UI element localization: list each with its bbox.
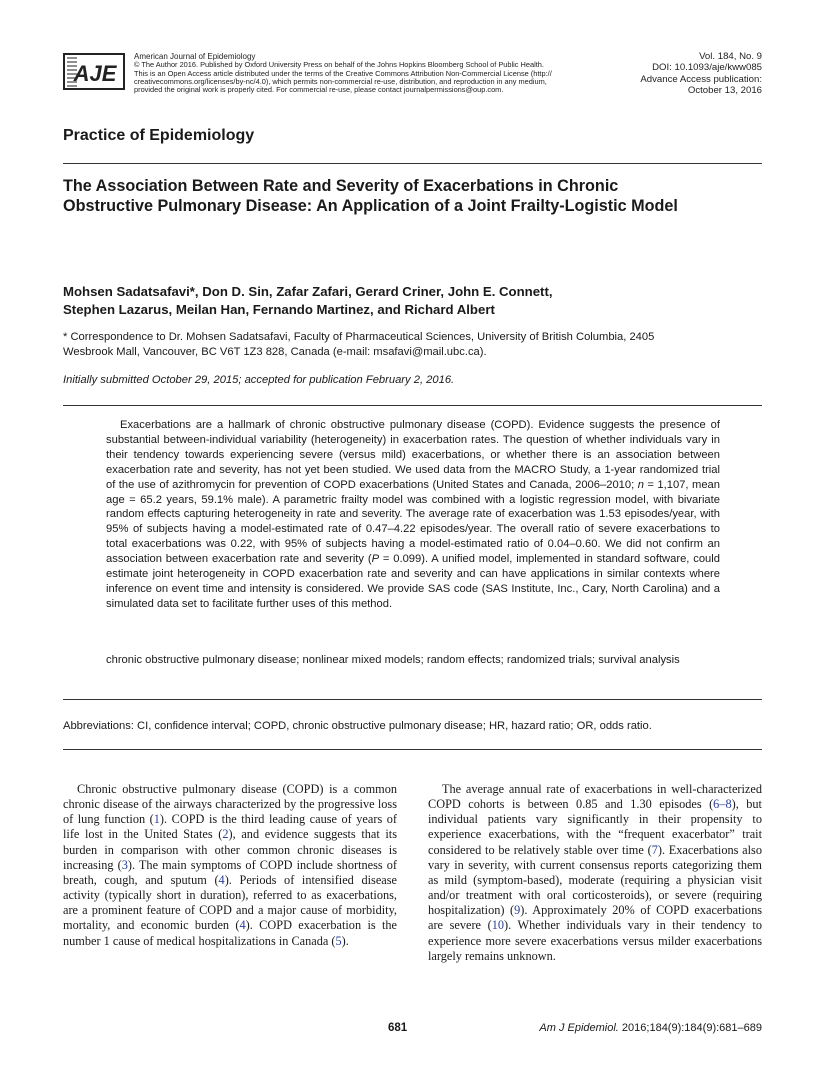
header-meta — [602, 51, 762, 97]
reference-link[interactable]: 6–8 — [713, 797, 732, 812]
divider — [63, 699, 762, 700]
abstract-text-2: = 1,107, mean age = 65.2 years, 59.1% male). A parametric frailty model was combined with a logistic regression model, with bivariate random effects capturing heterogeneity in rate and severity. The average rate of exacerbation was 1.53 episodes/year, with 95% of subjects having a model-estimated rate of 0.47–4.22 episodes/year. The overall ratio of severe exacerbations to total exacerbations was 0.22, with 95% of subjects having a model-estimated ratio of 0.04–0.60. We did not confirm an association between exacerbation rate and severity ( — [106, 478, 720, 566]
abstract-text-3: = 0.099). A unified model, implemented in standard software, could estimate joint heterogeneity in COPD exacerbation rate and severity and can have applications in similar contexts where inference on event time and intensity is considered. We provide SAS code (SAS Institute, Inc., Cary, North Carolina) and a simulated data set to facilitate further uses of this method. — [106, 553, 720, 610]
keywords: chronic obstructive pulmonary disease; nonlinear mixed models; random effects; randomized trials; survival analysis — [106, 654, 680, 666]
abbreviations: Abbreviations: CI, confidence interval; COPD, chronic obstructive pulmonary disease; HR, hazard ratio; OR, odds ratio. — [63, 720, 652, 732]
abstract-n-symbol: n — [637, 478, 644, 491]
authors-line-1: Mohsen Sadatsafavi*, Don D. Sin, Zafar Zafari, Gerard Criner, John E. Connett, — [63, 284, 553, 299]
reference-link[interactable]: 1 — [153, 812, 160, 827]
correspondence — [63, 330, 753, 359]
body-text: ). Periods of intensified disease activity (typically short in duration), referred to as exacerbations, are a prominent feature of COPD and a major cause of morbidity, mortality, and economic burden ( — [63, 872, 397, 933]
abstract-paragraph — [106, 418, 720, 612]
divider — [63, 163, 762, 164]
body-text: The average annual rate of exacerbations in well-characterized COPD cohorts is between 0.85 and 1.30 episodes ( — [428, 782, 762, 812]
divider — [63, 749, 762, 750]
body-column-right — [428, 782, 762, 964]
reference-link[interactable]: 5 — [335, 933, 342, 948]
reference-link[interactable]: 4 — [218, 872, 225, 887]
body-paragraph — [63, 782, 397, 949]
license-line-1: This is an Open Access article distributed under the terms of the Creative Commons Attribution Non-Commercial License (http:// — [134, 68, 552, 78]
body-column-left — [63, 782, 397, 949]
license-line-3[interactable]: provided the original work is properly cited. For commercial re-use, please contact journalpermissions@oup.com. — [134, 85, 504, 95]
correspondence-line-2: Wesbrook Mall, Vancouver, BC V6T 1Z3 828, Canada (e-mail: msafavi@mail.ubc.ca). — [63, 345, 487, 358]
reference-link[interactable]: 4 — [239, 918, 246, 933]
logo-text: AJE — [73, 61, 117, 86]
section-title: Practice of Epidemiology — [63, 127, 255, 144]
body-text: Chronic obstructive pulmonary disease (COPD) is a common chronic disease of the airways characterized by the progressive loss of lung function ( — [63, 782, 397, 827]
body-text: ), but individual patients vary significantly in their propensity to experience exacerbations, with the “frequent exacerbator” trait considered to be relatively stable over time ( — [428, 797, 762, 857]
volume-issue: Vol. 184, No. 9 — [699, 51, 762, 62]
author-list — [63, 283, 753, 318]
body-text: ). — [341, 933, 349, 948]
body-text: ). COPD is the third leading cause of years of life lost in the United States ( — [63, 812, 397, 842]
aje-logo-graphic — [65, 55, 123, 88]
body-text: ). Exacerbations also vary in severity, with current consensus reports categorizing them as mild (symptom-based), moderate (requiring a physician visit and/or treatment with oral corticosteroids), or severe (requiring hospitalization) ( — [428, 842, 762, 918]
footer-citation — [539, 1022, 762, 1034]
license-line-2[interactable]: creativecommons.org/licenses/by-nc/4.0), which permits non-commercial re-use, distribution, and reproduction in any medium, — [134, 76, 547, 86]
copyright-line: © The Author 2016. Published by Oxford University Press on behalf of the Johns Hopkins Bloomberg School of Public Health. — [134, 60, 544, 70]
abstract — [106, 418, 720, 612]
authors-line-2: Stephen Lazarus, Meilan Han, Fernando Martinez, and Richard Albert — [63, 301, 495, 317]
page-number: 681 — [388, 1022, 408, 1034]
reference-link[interactable]: 7 — [651, 842, 658, 857]
submission-dates: Initially submitted October 29, 2015; accepted for publication February 2, 2016. — [63, 374, 455, 386]
doi[interactable]: DOI: 10.1093/aje/kww085 — [652, 62, 762, 74]
reference-link[interactable]: 9 — [514, 903, 521, 918]
article-title-line-1: The Association Between Rate and Severity of Exacerbations in Chronic — [63, 177, 619, 195]
journal-abbrev: Am J Epidemiol. — [539, 1022, 619, 1034]
reference-link[interactable]: 2 — [222, 827, 229, 842]
article-title-line-2: Obstructive Pulmonary Disease: An Application of a Joint Frailty-Logistic Model — [63, 197, 678, 215]
article-title — [63, 176, 753, 216]
body-text: ). Approximately 20% of COPD exacerbations are severe ( — [428, 903, 762, 933]
abstract-p-symbol: P — [371, 553, 380, 566]
reference-link[interactable]: 3 — [121, 857, 128, 872]
advance-access-label: Advance Access publication: — [640, 73, 762, 85]
body-paragraph — [428, 782, 762, 964]
journal-logo — [63, 53, 125, 90]
citation-details: 2016;184(9):184(9):681–689 — [618, 1022, 762, 1034]
reference-link[interactable]: 10 — [491, 918, 504, 933]
divider — [63, 405, 762, 406]
body-text: ). The main symptoms of COPD include shortness of breath, cough, and sputum ( — [63, 857, 397, 887]
header-license-block — [134, 53, 604, 94]
abstract-text-1: Exacerbations are a hallmark of chronic obstructive pulmonary disease (COPD). Evidence suggests the presence of substantial between-individual variability (heterogeneity) in exacerbation rates. The question of whether individuals vary in their tendency towards experiencing severe (versus mild) exacerbations, or whether there is an association between exacerbation rate and severity, has not yet been studied. We used data from the MACRO Study, a 1-year randomized trial of the use of azithromycin for prevention of COPD exacerbations (United States and Canada, 2006–2010; — [106, 419, 720, 491]
correspondence-line-1: * Correspondence to Dr. Mohsen Sadatsafavi, Faculty of Pharmaceutical Sciences, University of British Columbia, 2405 — [63, 331, 655, 343]
advance-access-date: October 13, 2016 — [687, 85, 762, 97]
journal-name: American Journal of Epidemiology — [134, 52, 256, 61]
body-text: ). Whether individuals vary in their tendency to experience more severe exacerbations versus milder exacerbations largely remains unknown. — [428, 918, 762, 963]
body-text: ). COPD exacerbation is the number 1 cause of medical hospitalizations in Canada ( — [63, 918, 397, 948]
body-text: ), and evidence suggests that its burden in comparison with other common chronic diseases is increasing ( — [63, 827, 397, 872]
